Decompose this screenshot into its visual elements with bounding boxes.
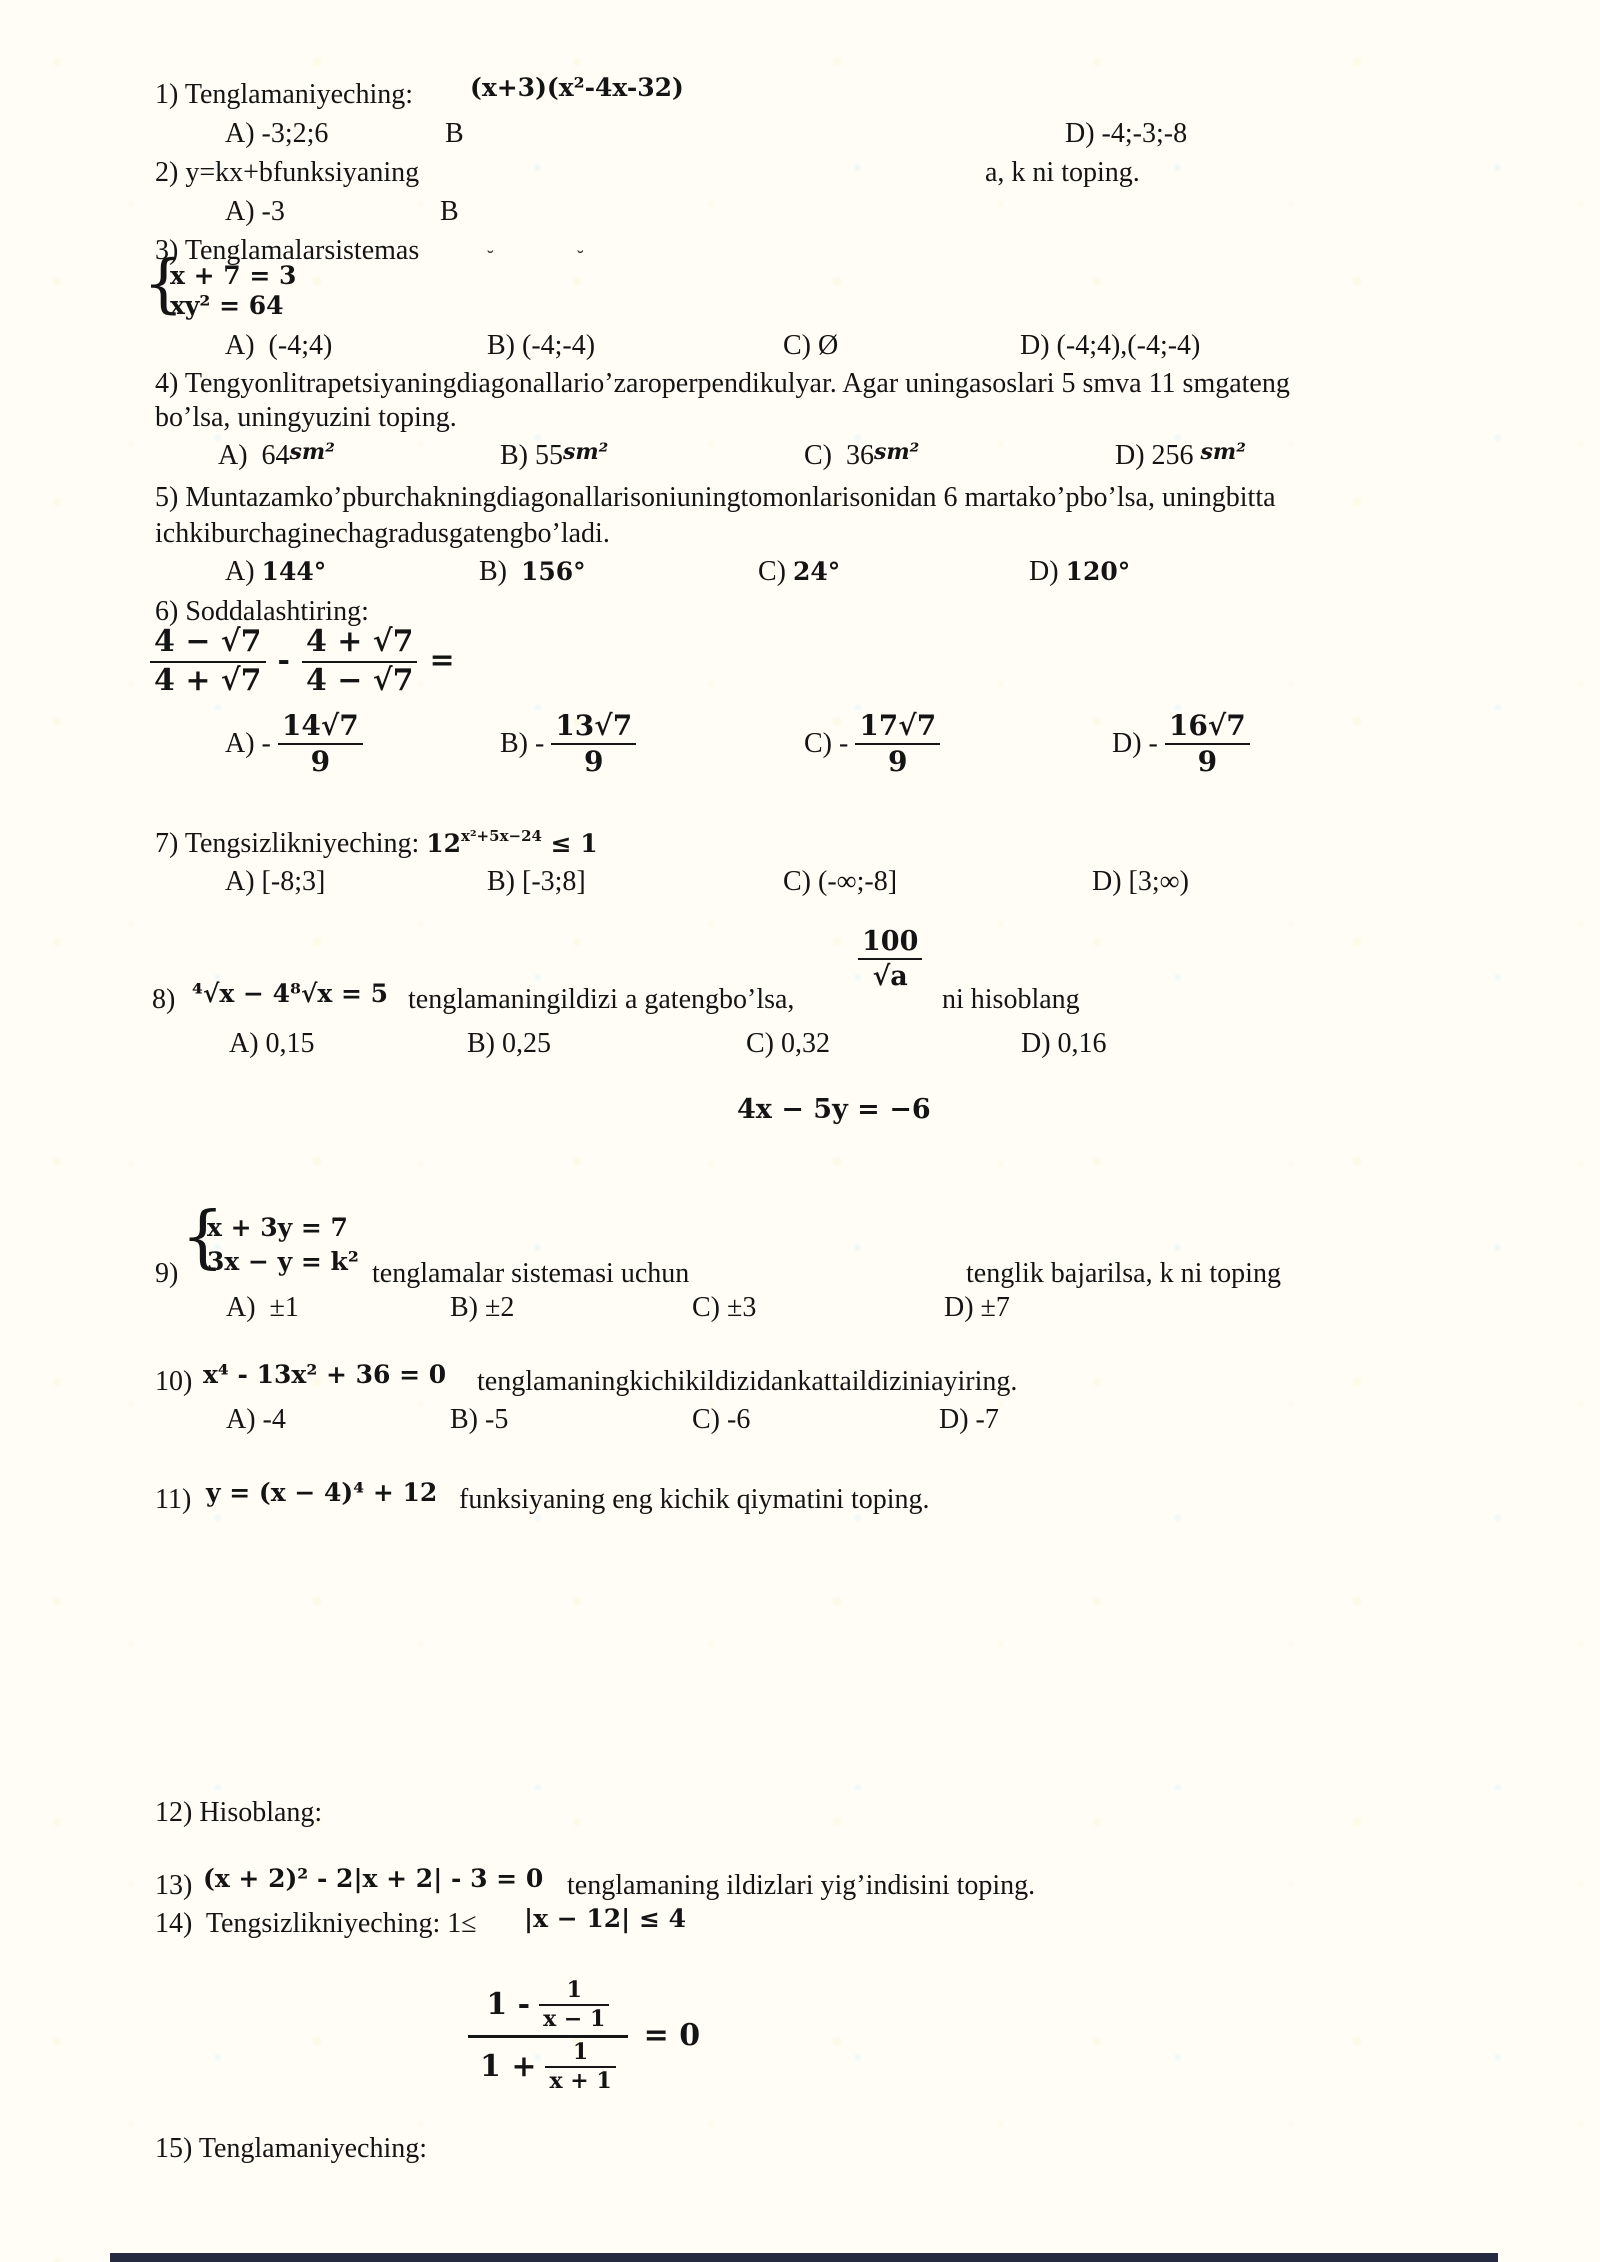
cfrac-bottom-sub-den: x + 1 xyxy=(545,2066,615,2094)
q13-text: tenglamaning ildizlari yig’indisini toping. xyxy=(567,1870,1036,1901)
q6-answer-b-letter: B) - xyxy=(500,728,545,760)
q10-answer-d: D) -7 xyxy=(939,1404,999,1435)
q6-answer-c-denominator: 9 xyxy=(855,743,940,778)
q12-label: 12) Hisoblang: xyxy=(155,1797,323,1828)
q6-answer-a xyxy=(225,710,363,778)
q8-fraction-denominator: √a xyxy=(858,958,922,992)
q6-answer-d xyxy=(1112,710,1250,778)
q9-number: 9) xyxy=(155,1258,179,1289)
q10-answer-c: C) -6 xyxy=(692,1404,751,1435)
q5-answer-d-letter: D) xyxy=(1029,556,1066,587)
q7-answer-d: D) [3;∞) xyxy=(1092,866,1189,897)
mid-equation: 4x − 5y = −6 xyxy=(737,1094,931,1125)
q6-answer-b-denominator: 9 xyxy=(551,743,636,778)
q4-answer-d xyxy=(1115,440,1246,472)
q9-system-line-2: 3x − y = k² xyxy=(207,1247,359,1276)
q5-answer-c-value: 24° xyxy=(793,557,841,586)
q3-answer-a: A) (-4;4) xyxy=(225,330,333,361)
q11-formula: y = (x − 4)⁴ + 12 xyxy=(206,1478,438,1507)
q6-answer-d-numerator: 16√7 xyxy=(1168,709,1246,742)
cfrac-top-sub-num: 1 xyxy=(566,1977,582,2003)
q5-answer-a xyxy=(225,556,326,588)
q1-answer-b-partial: B xyxy=(445,118,464,149)
q7-answer-a: A) [-8;3] xyxy=(225,866,326,897)
q6-answer-b-fraction xyxy=(551,710,636,778)
q6-answer-c-fraction xyxy=(855,710,940,778)
q6-minus-operator: - xyxy=(277,643,290,679)
q6-answer-d-denominator: 9 xyxy=(1165,743,1250,778)
complex-fraction-denominator xyxy=(468,2035,628,2097)
q11-text: funksiyaning eng kichik qiymatini toping. xyxy=(459,1484,930,1515)
q4-answer-a-unit: sm² xyxy=(289,439,335,465)
q2-answer-b-partial: B xyxy=(440,196,459,227)
q15-label: 15) Tenglamaniyeching: xyxy=(155,2133,428,2164)
q4-answer-c-text: C) 36 xyxy=(804,440,874,471)
q10-text: tenglamaningkichikildizidankattaildiziniayiring. xyxy=(477,1366,1018,1397)
q9-answer-c: C) ±3 xyxy=(692,1292,757,1323)
q10-number: 10) xyxy=(155,1366,193,1397)
cfrac-top-left: 1 - xyxy=(486,1987,531,2023)
q9-text-1: tenglamalar sistemasi uchun xyxy=(372,1258,690,1289)
q9-system-brace: { xyxy=(181,1198,225,1277)
q4-answer-a-text: A) 64 xyxy=(218,440,290,471)
q6-answer-d-letter: D) - xyxy=(1112,728,1158,760)
q11-number: 11) xyxy=(155,1484,192,1515)
q6-answer-c-numerator: 17√7 xyxy=(859,709,937,742)
q8-answer-d: D) 0,16 xyxy=(1021,1028,1107,1059)
q6-answer-c xyxy=(804,710,940,778)
q5-answer-d xyxy=(1029,556,1130,588)
q9-answer-d: D) ±7 xyxy=(944,1292,1010,1323)
q2-right-text: a, k ni toping. xyxy=(985,157,1140,188)
q8-answer-b: B) 0,25 xyxy=(467,1028,551,1059)
q5-answer-c xyxy=(758,556,840,588)
q3-system-line-1: x + 7 = 3 xyxy=(170,261,297,290)
cfrac-top-sub-den: x − 1 xyxy=(539,2004,609,2032)
q2-answer-a: A) -3 xyxy=(225,196,285,227)
q7-label: 7) Tengsizlikniyeching: xyxy=(155,828,427,859)
q7-formula-exponent: x²+5x−24 xyxy=(461,827,542,845)
q5-text-line-2: ichkiburchaginechagradusgatengbo’ladi. xyxy=(155,518,610,549)
q8-text-2: ni hisoblang xyxy=(942,984,1080,1015)
q14-label: 14) Tengsizlikniyeching: 1≤ xyxy=(155,1908,477,1939)
q8-number: 8) xyxy=(152,984,176,1015)
q6-fraction-1-numerator: 4 − √7 xyxy=(154,624,262,659)
complex-fraction-numerator xyxy=(468,1976,628,2035)
q1-answer-a: A) -3;2;6 xyxy=(225,118,329,149)
complex-fraction-box xyxy=(468,1976,628,2096)
q4-answer-a xyxy=(218,440,335,472)
q8-answer-a: A) 0,15 xyxy=(229,1028,315,1059)
q6-answer-a-letter: A) - xyxy=(225,728,271,760)
q14-complex-fraction xyxy=(468,1976,700,2096)
q3-remnant-mark-2: ˘ xyxy=(577,247,584,269)
cfrac-equals-zero: = 0 xyxy=(643,2017,701,2053)
q6-expression xyxy=(150,625,455,698)
q7-formula-rest: ≤ 1 xyxy=(541,829,598,858)
q8-fraction xyxy=(858,926,922,992)
q10-answer-a: A) -4 xyxy=(226,1404,286,1435)
q5-answer-b-value: 156° xyxy=(521,557,586,586)
q7-line xyxy=(155,828,598,860)
cfrac-top-subfraction xyxy=(539,1978,609,2033)
q6-answer-c-letter: C) - xyxy=(804,728,849,760)
q8-answer-c: C) 0,32 xyxy=(746,1028,830,1059)
q3-answer-c: C) Ø xyxy=(783,330,839,361)
q6-fraction-1 xyxy=(150,625,266,698)
q7-formula-base: 12 xyxy=(426,829,462,858)
q4-answer-b-unit: sm² xyxy=(563,439,609,465)
q4-answer-b-text: B) 55 xyxy=(500,440,563,471)
q4-answer-d-text: D) 256 xyxy=(1115,440,1201,471)
q5-answer-d-value: 120° xyxy=(1065,557,1131,586)
cfrac-bottom-left: 1 + xyxy=(480,2048,537,2084)
q5-text-line-1: 5) Muntazamko’pburchakningdiagonallarisoniuningtomonlarisonidan 6 martako’pbo’lsa, uningbitta xyxy=(155,482,1276,513)
q6-fraction-1-denominator: 4 + √7 xyxy=(150,661,266,699)
q6-label: 6) Soddalashtiring: xyxy=(155,596,369,627)
q5-answer-c-letter: C) xyxy=(758,556,793,587)
q3-system-line-2: xy² = 64 xyxy=(170,291,284,320)
q6-fraction-2-denominator: 4 − √7 xyxy=(302,661,418,699)
cfrac-bottom-sub-num: 1 xyxy=(572,2038,589,2065)
q6-equals-sign: = xyxy=(429,643,455,679)
q13-number: 13) xyxy=(155,1870,193,1901)
q8-fraction-numerator: 100 xyxy=(862,926,919,957)
q13-formula: (x + 2)² - 2|x + 2| - 3 = 0 xyxy=(203,1864,544,1893)
q6-answer-a-denominator: 9 xyxy=(278,743,363,778)
q4-text-line-1: 4) Tengyonlitrapetsiyaningdiagonallario’zaroperpendikulyar. Agar uningasoslari 5 smva 11 smgateng xyxy=(155,368,1290,399)
q9-text-2: tenglik bajarilsa, k ni toping xyxy=(966,1258,1281,1289)
q6-answer-a-fraction xyxy=(278,710,363,778)
q5-answer-a-letter: A) xyxy=(225,556,262,587)
q8-text-1: tenglamaningildizi a gatengbo’lsa, xyxy=(408,984,795,1015)
q3-system-brace: { xyxy=(143,247,184,321)
q9-answer-a: A) ±1 xyxy=(226,1292,299,1323)
q4-answer-c xyxy=(804,440,919,472)
q7-answer-c: C) (-∞;-8] xyxy=(783,866,898,897)
q14-formula: |x − 12| ≤ 4 xyxy=(524,1904,686,1933)
q9-system-line-1: x + 3y = 7 xyxy=(207,1213,348,1242)
q8-fraction-box xyxy=(858,926,922,992)
q6-answer-d-fraction xyxy=(1165,710,1250,778)
q6-answer-a-numerator: 14√7 xyxy=(281,709,359,742)
q10-answer-b: B) -5 xyxy=(450,1404,509,1435)
q7-answer-b: B) [-3;8] xyxy=(487,866,586,897)
q7-formula xyxy=(426,829,597,858)
q5-answer-a-value: 144° xyxy=(261,557,327,586)
q4-answer-b xyxy=(500,440,608,472)
q5-answer-b-letter: B) xyxy=(479,556,521,587)
q6-answer-b xyxy=(500,710,636,778)
q1-label: 1) Tenglamaniyeching: xyxy=(155,79,414,110)
q1-formula: (x+3)(x²-4x-32) xyxy=(470,73,684,102)
q9-answer-b: B) ±2 xyxy=(450,1292,515,1323)
q10-formula: x⁴ - 13x² + 36 = 0 xyxy=(203,1360,447,1389)
q3-answer-b: B) (-4;-4) xyxy=(487,330,596,361)
q3-answer-d: D) (-4;4),(-4;-4) xyxy=(1020,330,1201,361)
cfrac-bottom-subfraction xyxy=(545,2040,615,2095)
q4-answer-c-unit: sm² xyxy=(874,439,920,465)
q1-answer-d: D) -4;-3;-8 xyxy=(1065,118,1188,149)
q8-formula: ⁴√x − 4⁸√x = 5 xyxy=(192,979,389,1008)
q2-label: 2) y=kx+bfunksiyaning xyxy=(155,157,420,188)
q5-answer-b xyxy=(479,556,586,588)
q3-remnant-mark-1: ˘ xyxy=(487,247,494,269)
q6-fraction-2-numerator: 4 + √7 xyxy=(305,624,414,659)
page-bottom-edge-bar xyxy=(110,2253,1498,2262)
q3-label: 3) Tenglamalarsistemas xyxy=(155,235,420,266)
q4-answer-d-unit: sm² xyxy=(1200,439,1246,465)
q6-answer-b-numerator: 13√7 xyxy=(555,709,633,742)
q6-fraction-2 xyxy=(302,625,418,698)
q4-text-line-2: bo’lsa, uningyuzini toping. xyxy=(155,402,457,433)
